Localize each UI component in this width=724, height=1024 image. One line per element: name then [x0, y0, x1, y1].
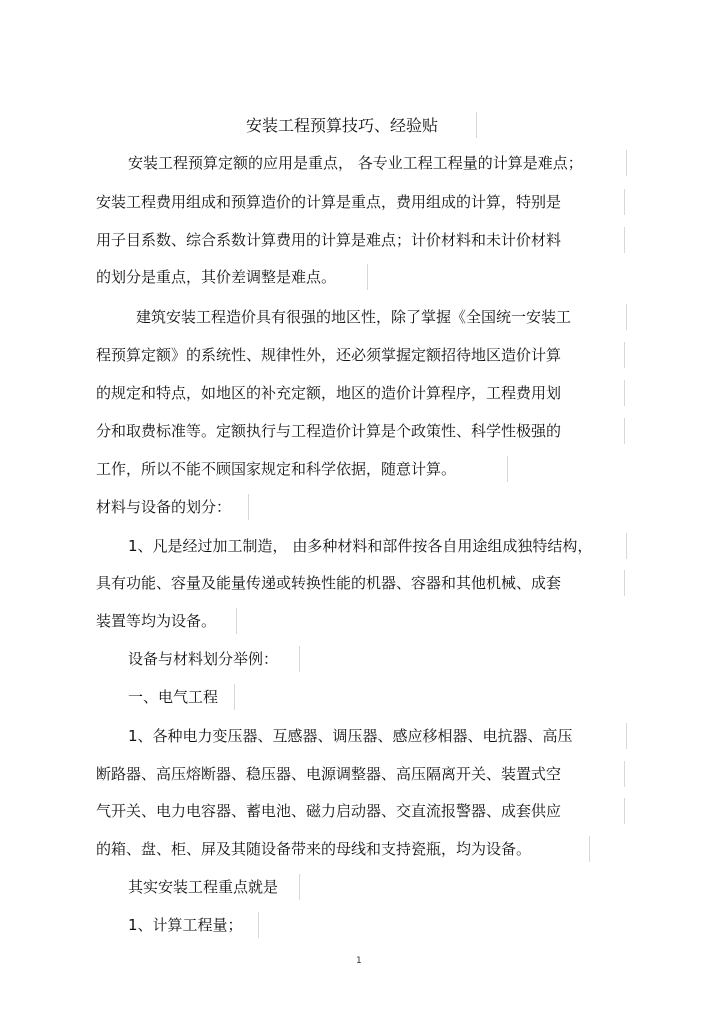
text-cursor-bar [624, 342, 625, 368]
text-cursor-bar [234, 684, 235, 710]
paragraph-line: 建筑安装工程造价具有很强的地区性，除了掌握《全国统一安装工 [136, 308, 572, 326]
paragraph-line: 的划分是重点，其价差调整是难点。 [96, 268, 337, 286]
paragraph-line: 用子目系数、综合系数计算费用的计算是难点；计价材料和未计价材料 [96, 231, 562, 249]
text-cursor-bar [624, 798, 625, 824]
paragraph-line: 安装工程预算定额的应用是重点， 各专业工程工程量的计算是难点； [128, 154, 583, 172]
text-cursor-bar [626, 150, 627, 176]
paragraph-line: 1、凡是经过加工制造， 由多种材料和部件按各自用途组成独特结构， [128, 537, 593, 555]
paragraph-line: 1、计算工程量； [128, 916, 243, 934]
page-number: 1 [356, 956, 362, 966]
paragraph-line: 其实安装工程重点就是 [128, 878, 279, 896]
text-cursor-bar [258, 912, 259, 938]
text-cursor-bar [626, 723, 627, 749]
paragraph-line: 装置等均为设备。 [96, 612, 217, 630]
paragraph-line: 工作，所以不能不顾国家规定和科学依据，随意计算。 [96, 460, 457, 478]
text-cursor-bar [589, 836, 590, 862]
section-heading: 一、电气工程 [128, 688, 219, 706]
paragraph-line: 断路器、高压熔断器、稳压器、电源调整器、高压隔离开关、装置式空 [96, 765, 562, 783]
paragraph-line: 分和取费标准等。定额执行与工程造价计算是个政策性、科学性极强的 [96, 422, 562, 440]
text-cursor-bar [624, 418, 625, 444]
text-cursor-bar [299, 874, 300, 900]
text-cursor-bar [476, 112, 477, 138]
paragraph-line: 的箱、盘、柜、屏及其随设备带来的母线和支持瓷瓶，均为设备。 [96, 840, 532, 858]
paragraph-line: 气开关、电力电容器、蓄电池、磁力启动器、交直流报警器、成套供应 [96, 802, 562, 820]
text-cursor-bar [624, 189, 625, 215]
paragraph-line: 程预算定额》的系统性、规律性外，还必须掌握定额招待地区造价计算 [96, 346, 562, 364]
text-cursor-bar [236, 608, 237, 634]
paragraph-line: 具有功能、容量及能量传递或转换性能的机器、容器和其他机械、成套 [96, 574, 562, 592]
text-cursor-bar [367, 264, 368, 290]
text-cursor-bar [624, 570, 625, 596]
text-cursor-bar [624, 380, 625, 406]
text-cursor-bar [626, 533, 627, 559]
text-cursor-bar [299, 646, 300, 672]
paragraph-line: 安装工程费用组成和预算造价的计算是重点，费用组成的计算，特别是 [96, 193, 562, 211]
text-cursor-bar [248, 494, 249, 520]
text-cursor-bar [626, 304, 627, 330]
text-cursor-bar [624, 761, 625, 787]
document-title: 安装工程预算技巧、经验贴 [246, 116, 439, 135]
paragraph-line: 1、各种电力变压器、互感器、调压器、感应移相器、电抗器、高压 [128, 727, 573, 745]
paragraph-line: 设备与材料划分举例： [128, 650, 279, 668]
text-cursor-bar [624, 227, 625, 253]
text-cursor-bar [507, 456, 508, 482]
section-heading: 材料与设备的划分： [96, 498, 232, 516]
paragraph-line: 的规定和特点，如地区的补充定额，地区的造价计算程序，工程费用划 [96, 384, 562, 402]
